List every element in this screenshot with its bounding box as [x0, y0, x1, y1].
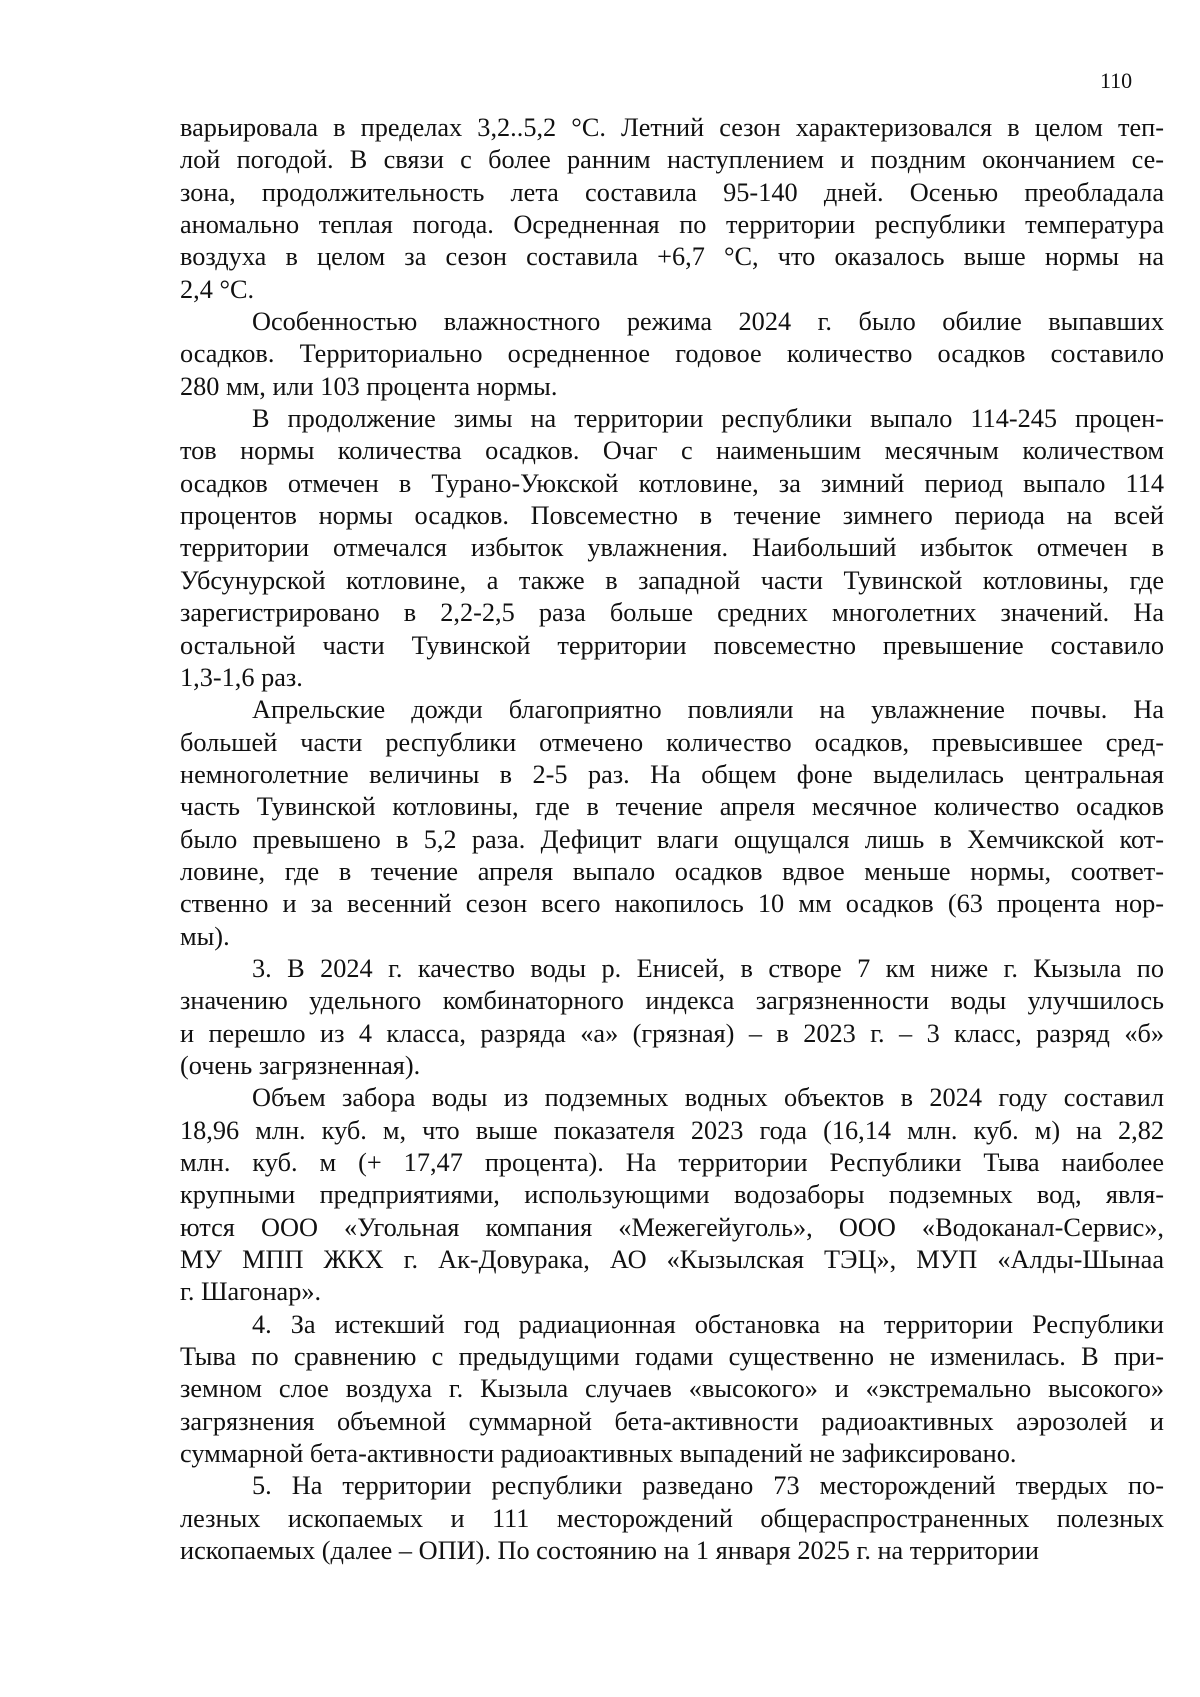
- text-line: немноголетние величины в 2-5 раз. На общем фоне выделилась центральная: [180, 759, 1164, 789]
- text-line: Особенностью влажностного режима 2024 г. было обилие выпавших: [252, 307, 1164, 337]
- text-line: осадков отмечен в Турано-Уюкской котловине, за зимний период выпало 114: [180, 468, 1164, 498]
- text-line: осадков. Территориально осредненное годовое количество осадков составило: [180, 339, 1164, 369]
- paragraph: [180, 112, 1164, 306]
- text-line: зона, продолжительность лета составила 95-140 дней. Осенью преобладала: [180, 177, 1164, 207]
- text-line: часть Тувинской котловины, где в течение апреля месячное количество осадков: [180, 792, 1164, 822]
- paragraph: [180, 1470, 1164, 1567]
- text-line: Тыва по сравнению с предыдущими годами существенно не изменилась. В при-: [180, 1342, 1164, 1372]
- text-line: территории отмечался избыток увлажнения. Наибольший избыток отмечен в: [180, 533, 1164, 563]
- text-line: загрязнения объемной суммарной бета-активности радиоактивных аэрозолей и: [180, 1406, 1164, 1436]
- body-text: [180, 112, 1164, 1567]
- text-line: лой погодой. В связи с более ранним наступлением и поздним окончанием се-: [180, 145, 1164, 175]
- text-line: 2,4 °С.: [180, 274, 255, 304]
- page-number: 110: [1100, 68, 1133, 93]
- text-line: Объем забора воды из подземных водных объектов в 2024 году составил: [252, 1083, 1164, 1113]
- text-line: (очень загрязненная).: [180, 1050, 421, 1080]
- text-line: земном слое воздуха г. Кызыла случаев «высокого» и «экстремально высокого»: [180, 1374, 1164, 1404]
- text-line: большей части республики отмечено количество осадков, превысившее сред-: [180, 727, 1164, 757]
- text-line: суммарной бета-активности радиоактивных выпадений не зафиксировано.: [180, 1439, 1017, 1469]
- text-line: 3. В 2024 г. качество воды р. Енисей, в створе 7 км ниже г. Кызыла по: [252, 953, 1164, 983]
- text-line: мы).: [180, 921, 230, 951]
- text-line: МУ МПП ЖКХ г. Ак-Довурака, АО «Кызылская ТЭЦ», МУП «Алды-Шынаа: [180, 1245, 1164, 1275]
- text-line: было превышено в 5,2 раза. Дефицит влаги ощущался лишь в Хемчикской кот-: [180, 824, 1164, 854]
- text-line: лезных ископаемых и 111 месторождений общераспространенных полезных: [180, 1503, 1164, 1533]
- text-line: 4. За истекший год радиационная обстановка на территории Республики: [252, 1309, 1164, 1339]
- paragraph: [180, 306, 1164, 403]
- text-line: аномально теплая погода. Осредненная по территории республики температура: [180, 210, 1164, 240]
- text-line: тов нормы количества осадков. Очаг с наименьшим месячным количеством: [180, 436, 1164, 466]
- text-line: варьировала в пределах 3,2..5,2 °С. Летний сезон характеризовался в целом теп-: [180, 113, 1164, 142]
- text-line: 280 мм, или 103 процента нормы.: [180, 371, 558, 401]
- paragraph: [180, 1309, 1164, 1471]
- paragraph: [180, 1082, 1164, 1308]
- text-line: воздуха в целом за сезон составила +6,7 °С, что оказалось выше нормы на: [180, 242, 1164, 272]
- text-line: крупными предприятиями, использующими водозаборы подземных вод, явля-: [180, 1180, 1164, 1210]
- text-line: процентов нормы осадков. Повсеместно в течение зимнего периода на всей: [180, 501, 1164, 531]
- text-line: г. Шагонар».: [180, 1277, 322, 1307]
- text-line: млн. куб. м (+ 17,47 процента). На территории Республики Тыва наиболее: [180, 1148, 1164, 1177]
- text-line: Апрельские дожди благоприятно повлияли на увлажнение почвы. На: [252, 695, 1164, 725]
- text-line: Убсунурской котловине, а также в западной части Тувинской котловины, где: [180, 565, 1164, 595]
- text-line: ются ООО «Угольная компания «Межегейуголь», ООО «Водоканал-Сервис»,: [180, 1212, 1164, 1242]
- text-line: 5. На территории республики разведано 73 месторождений твердых по-: [252, 1471, 1164, 1501]
- text-line: 1,3-1,6 раз.: [180, 662, 303, 692]
- text-line: ловине, где в течение апреля выпало осадков вдвое меньше нормы, соответ-: [180, 856, 1164, 886]
- text-line: ственно и за весенний сезон всего накопилось 10 мм осадков (63 процента нор-: [180, 889, 1164, 919]
- paragraph: [180, 953, 1164, 1082]
- text-line: остальной части Тувинской территории повсеместно превышение составило: [180, 630, 1164, 660]
- text-line: 18,96 млн. куб. м, что выше показателя 2023 года (16,14 млн. куб. м) на 2,82: [180, 1115, 1164, 1145]
- text-line: ископаемых (далее – ОПИ). По состоянию на 1 января 2025 г. на территории: [180, 1536, 1039, 1566]
- text-line: зарегистрировано в 2,2-2,5 раза больше средних многолетних значений. На: [180, 598, 1164, 628]
- paragraph: [180, 694, 1164, 953]
- paragraph: [180, 403, 1164, 694]
- text-line: значению удельного комбинаторного индекса загрязненности воды улучшилось: [180, 986, 1164, 1016]
- text-line: и перешло из 4 класса, разряда «а» (грязная) – в 2023 г. – 3 класс, разряд «б»: [180, 1018, 1164, 1048]
- text-line: В продолжение зимы на территории республики выпало 114-245 процен-: [252, 404, 1164, 434]
